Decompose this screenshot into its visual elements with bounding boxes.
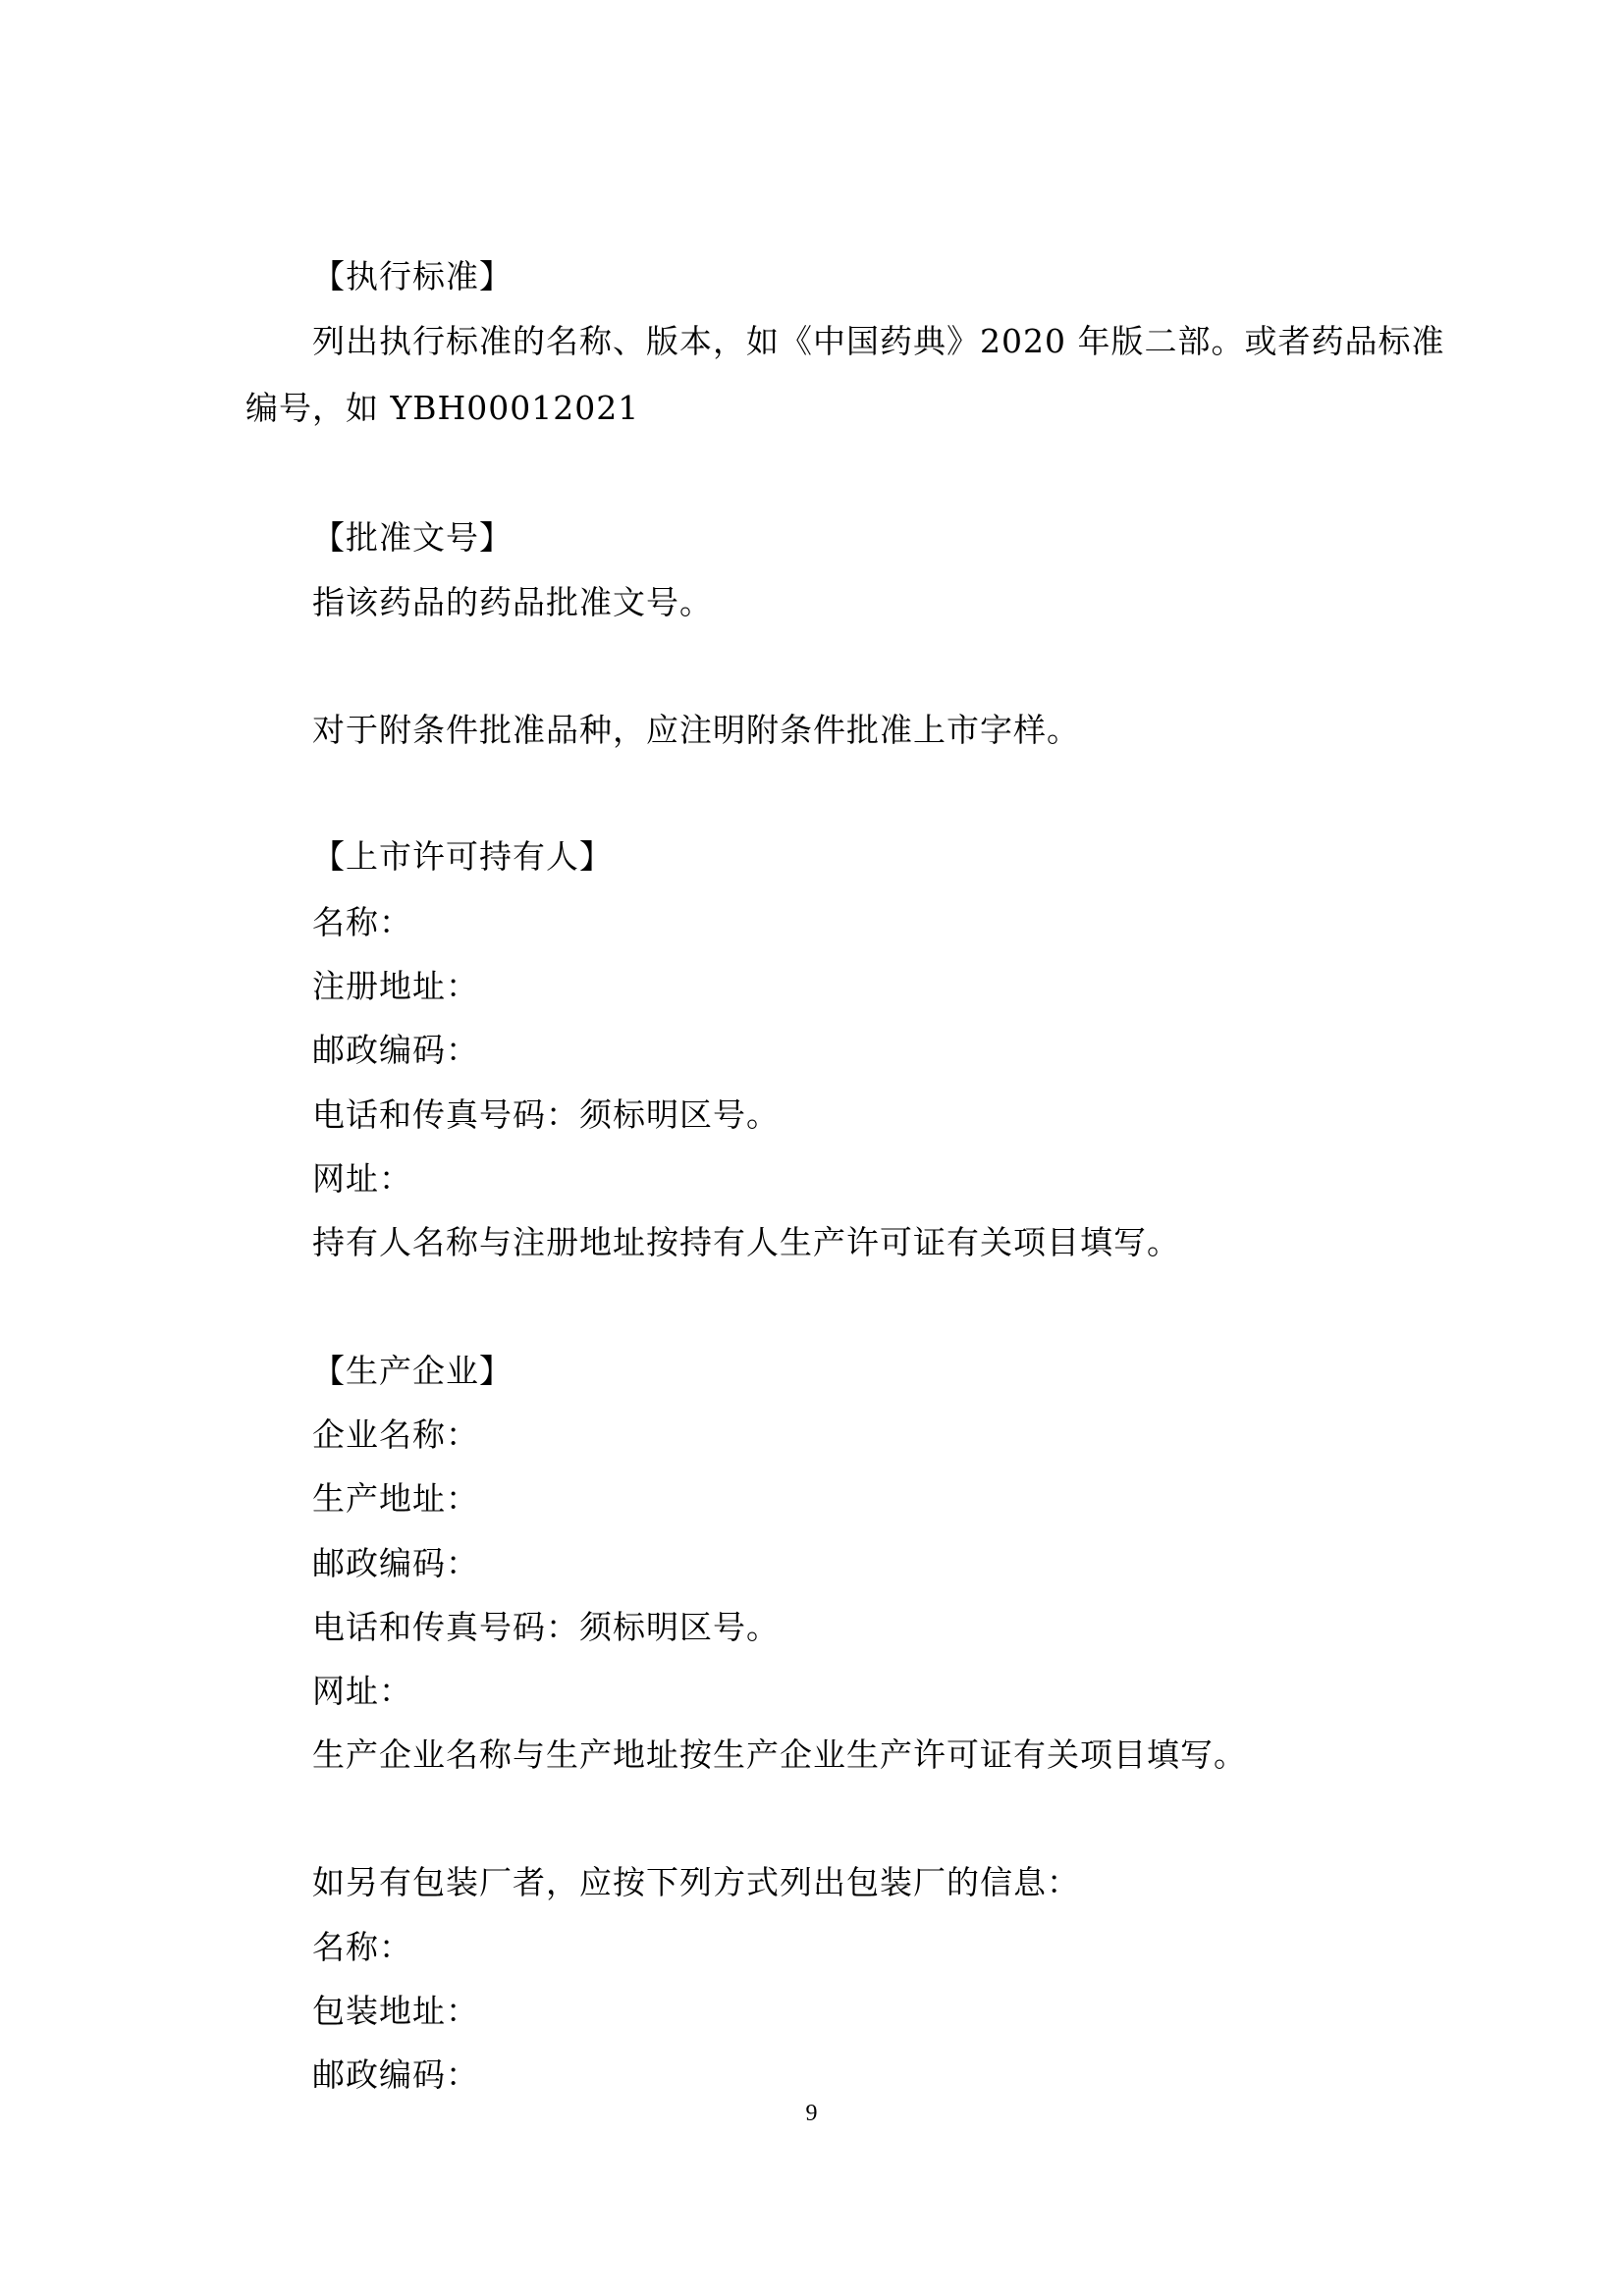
approval-text-line-1: 指该药品的药品批准文号。	[312, 583, 713, 621]
holder-website-field: 网址：	[312, 1159, 412, 1198]
manufacturer-phone-field: 电话和传真号码：须标明区号。	[312, 1608, 780, 1646]
approval-heading: 【批准文号】	[312, 518, 513, 557]
manufacturer-note: 生产企业名称与生产地址按生产企业生产许可证有关项目填写。	[312, 1735, 1247, 1774]
packager-intro: 如另有包装厂者，应按下列方式列出包装厂的信息：	[312, 1863, 1080, 1901]
standard-text-line-1: 列出执行标准的名称、版本，如《中国药典》2020 年版二部。或者药品标准	[312, 322, 1445, 360]
manufacturer-website-field: 网址：	[312, 1672, 412, 1710]
holder-phone-field: 电话和传真号码：须标明区号。	[312, 1095, 780, 1134]
manufacturer-address-field: 生产地址：	[312, 1479, 479, 1518]
holder-postcode-field: 邮政编码：	[312, 1031, 479, 1069]
packager-postcode-field: 邮政编码：	[312, 2056, 479, 2094]
holder-name-field: 名称：	[312, 903, 412, 941]
page-number: 9	[805, 2101, 818, 2126]
manufacturer-name-field: 企业名称：	[312, 1415, 479, 1454]
standard-text-line-2: 编号，如 YBH00012021	[245, 389, 640, 427]
manufacturer-heading: 【生产企业】	[312, 1352, 513, 1390]
holder-address-field: 注册地址：	[312, 967, 479, 1005]
holder-heading: 【上市许可持有人】	[312, 837, 613, 876]
packager-name-field: 名称：	[312, 1928, 412, 1966]
holder-note: 持有人名称与注册地址按持有人生产许可证有关项目填写。	[312, 1223, 1180, 1261]
standard-heading: 【执行标准】	[312, 257, 513, 295]
manufacturer-postcode-field: 邮政编码：	[312, 1544, 479, 1582]
approval-text-line-2: 对于附条件批准品种，应注明附条件批准上市字样。	[312, 711, 1080, 749]
packager-address-field: 包装地址：	[312, 1992, 479, 2030]
